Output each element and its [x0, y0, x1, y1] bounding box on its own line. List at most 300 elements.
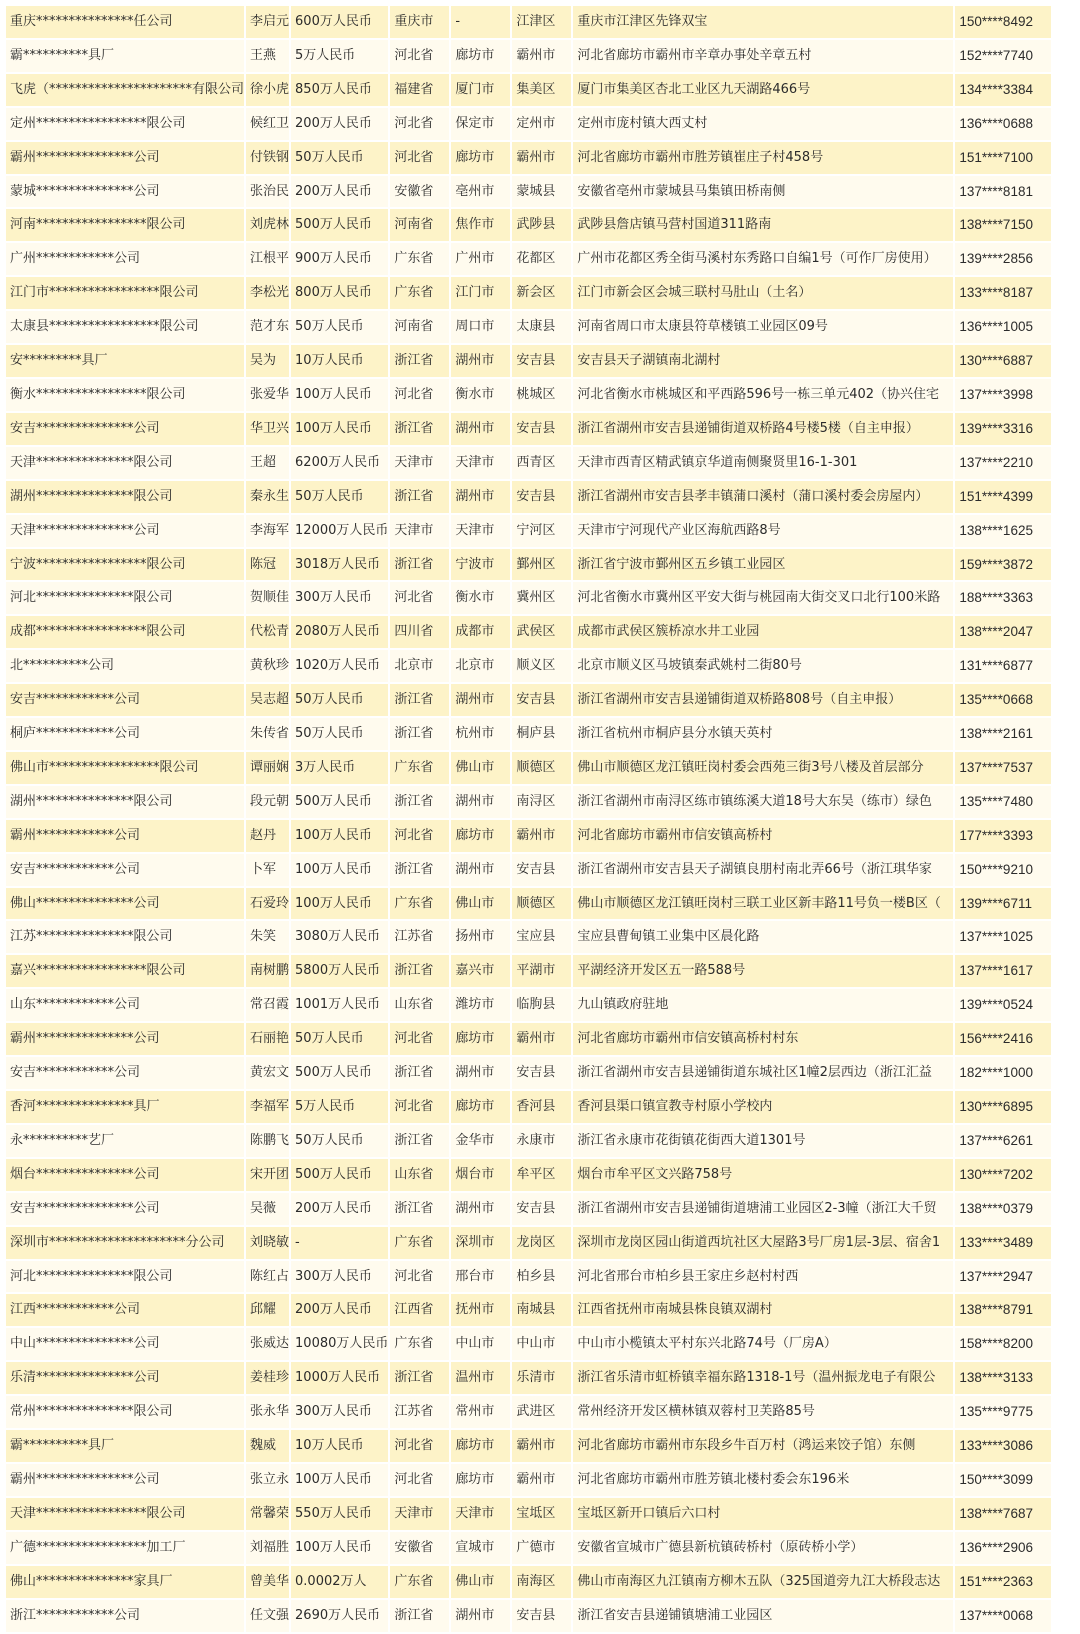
cell-district: 宝应县 — [512, 921, 571, 953]
cell-phone: 138****2161 — [955, 718, 1051, 750]
cell-legal-rep: 谭丽娴 — [246, 752, 289, 784]
cell-legal-rep: 陈鹏飞 — [246, 1125, 289, 1157]
cell-address: 浙江省杭州市桐庐县分水镇天英村 — [573, 718, 953, 750]
cell-address: 河北省衡水市桃城区和平西路596号一栋三单元402（协兴住宅 — [573, 379, 953, 411]
table-row — [6, 752, 1051, 784]
cell-capital: 100万人民币 — [291, 854, 388, 886]
cell-legal-rep: 刘虎林 — [246, 209, 289, 241]
cell-district: 花都区 — [512, 243, 571, 275]
table-row — [6, 650, 1051, 682]
cell-phone: 182****1000 — [955, 1057, 1051, 1089]
cell-province: 四川省 — [390, 616, 449, 648]
cell-phone: 159****3872 — [955, 549, 1051, 581]
cell-address: 河北省廊坊市霸州市胜芳镇崔庄子村458号 — [573, 142, 953, 174]
cell-company: 河北***************限公司 — [6, 582, 244, 614]
cell-city: 烟台市 — [451, 1159, 510, 1191]
cell-capital: 100万人民币 — [291, 379, 388, 411]
cell-company: 江西************公司 — [6, 1294, 244, 1326]
cell-company: 安吉************公司 — [6, 854, 244, 886]
cell-province: 浙江省 — [390, 1125, 449, 1157]
cell-legal-rep: 宋开团 — [246, 1159, 289, 1191]
cell-district: 宁河区 — [512, 515, 571, 547]
cell-company: 佛山市*****************限公司 — [6, 752, 244, 784]
cell-capital: 10080万人民币 — [291, 1328, 388, 1360]
table-row — [6, 413, 1051, 445]
cell-phone: 139****2856 — [955, 243, 1051, 275]
cell-capital: 200万人民币 — [291, 108, 388, 140]
cell-legal-rep: 张威达 — [246, 1328, 289, 1360]
cell-capital: - — [291, 1227, 388, 1259]
table-row — [6, 311, 1051, 343]
cell-capital: 3080万人民币 — [291, 921, 388, 953]
cell-province: 河北省 — [390, 379, 449, 411]
cell-phone: 138****3133 — [955, 1362, 1051, 1394]
table-row — [6, 1159, 1051, 1191]
cell-district: 香河县 — [512, 1091, 571, 1123]
cell-district: 鄞州区 — [512, 549, 571, 581]
cell-address: 天津市西青区精武镇京华道南侧聚贤里16-1-301 — [573, 447, 953, 479]
cell-city: 佛山市 — [451, 1566, 510, 1598]
cell-province: 河北省 — [390, 1023, 449, 1055]
cell-city: 北京市 — [451, 650, 510, 682]
cell-capital: 50万人民币 — [291, 142, 388, 174]
cell-capital: 550万人民币 — [291, 1498, 388, 1530]
cell-legal-rep: 王超 — [246, 447, 289, 479]
table-row — [6, 176, 1051, 208]
table-row — [6, 786, 1051, 818]
cell-capital: 100万人民币 — [291, 820, 388, 852]
cell-address: 北京市顺义区马坡镇秦武姚村二街80号 — [573, 650, 953, 682]
table-row — [6, 345, 1051, 377]
cell-city: 湖州市 — [451, 786, 510, 818]
cell-province: 河北省 — [390, 1464, 449, 1496]
cell-address: 九山镇政府驻地 — [573, 989, 953, 1021]
cell-address: 武陟县詹店镇马营村国道311路南 — [573, 209, 953, 241]
cell-phone: 138****7150 — [955, 209, 1051, 241]
cell-phone: 136****0688 — [955, 108, 1051, 140]
cell-legal-rep: 付铁钢 — [246, 142, 289, 174]
table-row — [6, 1464, 1051, 1496]
cell-phone: 151****4399 — [955, 481, 1051, 513]
cell-district: 柏乡县 — [512, 1261, 571, 1293]
cell-company: 重庆***************任公司 — [6, 6, 244, 38]
cell-district: 南城县 — [512, 1294, 571, 1326]
cell-province: 河北省 — [390, 108, 449, 140]
cell-company: 霸州***************公司 — [6, 142, 244, 174]
cell-phone: 138****0379 — [955, 1193, 1051, 1225]
cell-legal-rep: 张爱华 — [246, 379, 289, 411]
cell-city: 佛山市 — [451, 752, 510, 784]
cell-address: 天津市宁河现代产业区海航西路8号 — [573, 515, 953, 547]
cell-province: 河北省 — [390, 820, 449, 852]
cell-district: 桐庐县 — [512, 718, 571, 750]
table-row — [6, 582, 1051, 614]
cell-company: 常州***************限公司 — [6, 1396, 244, 1428]
cell-phone: 137****0068 — [955, 1600, 1051, 1632]
cell-capital: 12000万人民币 — [291, 515, 388, 547]
cell-address: 定州市庞村镇大西丈村 — [573, 108, 953, 140]
cell-capital: 300万人民币 — [291, 582, 388, 614]
cell-province: 山东省 — [390, 989, 449, 1021]
cell-province: 浙江省 — [390, 955, 449, 987]
cell-company: 安*********具厂 — [6, 345, 244, 377]
cell-province: 江苏省 — [390, 1396, 449, 1428]
table-row — [6, 718, 1051, 750]
cell-district: 霸州市 — [512, 820, 571, 852]
table-row — [6, 684, 1051, 716]
cell-district: 安吉县 — [512, 481, 571, 513]
cell-legal-rep: 刘晓敏 — [246, 1227, 289, 1259]
cell-address: 平湖经济开发区五一路588号 — [573, 955, 953, 987]
cell-legal-rep: 秦永生 — [246, 481, 289, 513]
cell-phone: 139****6711 — [955, 888, 1051, 920]
cell-district: 乐清市 — [512, 1362, 571, 1394]
cell-province: 广东省 — [390, 888, 449, 920]
cell-capital: 50万人民币 — [291, 1023, 388, 1055]
cell-phone: 130****6887 — [955, 345, 1051, 377]
table-row — [6, 1057, 1051, 1089]
cell-legal-rep: 赵丹 — [246, 820, 289, 852]
cell-phone: 139****0524 — [955, 989, 1051, 1021]
cell-province: 浙江省 — [390, 549, 449, 581]
cell-company: 乐清***************公司 — [6, 1362, 244, 1394]
cell-capital: 50万人民币 — [291, 718, 388, 750]
cell-city: 湖州市 — [451, 481, 510, 513]
cell-legal-rep: 江根平 — [246, 243, 289, 275]
cell-district: 武侯区 — [512, 616, 571, 648]
table-row — [6, 1532, 1051, 1564]
cell-capital: 500万人民币 — [291, 1057, 388, 1089]
table-row — [6, 616, 1051, 648]
cell-city: 温州市 — [451, 1362, 510, 1394]
cell-district: 南海区 — [512, 1566, 571, 1598]
cell-company: 安吉***************公司 — [6, 1193, 244, 1225]
cell-district: 广德市 — [512, 1532, 571, 1564]
cell-district: 永康市 — [512, 1125, 571, 1157]
cell-city: 佛山市 — [451, 888, 510, 920]
cell-province: 河北省 — [390, 1091, 449, 1123]
cell-company: 浙江************公司 — [6, 1600, 244, 1632]
table-row — [6, 1396, 1051, 1428]
cell-capital: 50万人民币 — [291, 311, 388, 343]
cell-address: 河南省周口市太康县符草楼镇工业园区09号 — [573, 311, 953, 343]
cell-province: 广东省 — [390, 752, 449, 784]
cell-company: 天津*****************限公司 — [6, 1498, 244, 1530]
cell-legal-rep: 陈红占 — [246, 1261, 289, 1293]
cell-company: 霸**********具厂 — [6, 1430, 244, 1462]
cell-capital: 50万人民币 — [291, 1125, 388, 1157]
cell-district: 龙岗区 — [512, 1227, 571, 1259]
cell-capital: 0.0002万人 — [291, 1566, 388, 1598]
cell-phone: 135****0668 — [955, 684, 1051, 716]
table-row — [6, 515, 1051, 547]
cell-company: 天津***************公司 — [6, 515, 244, 547]
cell-address: 浙江省湖州市安吉县天子湖镇良朋村南北弄66号（浙江琪华家 — [573, 854, 953, 886]
cell-city: - — [451, 6, 510, 38]
cell-city: 湖州市 — [451, 1193, 510, 1225]
cell-legal-rep: 黄秋珍 — [246, 650, 289, 682]
cell-legal-rep: 邱耀 — [246, 1294, 289, 1326]
cell-phone: 134****3384 — [955, 74, 1051, 106]
cell-company: 河北***************限公司 — [6, 1261, 244, 1293]
cell-legal-rep: 李松光 — [246, 277, 289, 309]
cell-province: 河南省 — [390, 209, 449, 241]
cell-province: 福建省 — [390, 74, 449, 106]
cell-phone: 133****3086 — [955, 1430, 1051, 1462]
cell-district: 桃城区 — [512, 379, 571, 411]
cell-company: 霸州***************公司 — [6, 1023, 244, 1055]
cell-city: 衡水市 — [451, 379, 510, 411]
cell-legal-rep: 姜桂珍 — [246, 1362, 289, 1394]
table-row — [6, 108, 1051, 140]
cell-company: 烟台***************公司 — [6, 1159, 244, 1191]
cell-capital: 10万人民币 — [291, 345, 388, 377]
cell-legal-rep: 常召霞 — [246, 989, 289, 1021]
cell-capital: 50万人民币 — [291, 684, 388, 716]
cell-address: 烟台市牟平区文兴路758号 — [573, 1159, 953, 1191]
cell-address: 安徽省亳州市蒙城县马集镇田桥南侧 — [573, 176, 953, 208]
cell-capital: 500万人民币 — [291, 209, 388, 241]
cell-address: 常州经济开发区横林镇双蓉村卫芙路85号 — [573, 1396, 953, 1428]
cell-district: 太康县 — [512, 311, 571, 343]
cell-address: 浙江省湖州市南浔区练市镇练溪大道18号大东吴（练市）绿色 — [573, 786, 953, 818]
cell-company: 宁波*****************限公司 — [6, 549, 244, 581]
cell-capital: 300万人民币 — [291, 1261, 388, 1293]
cell-address: 深圳市龙岗区园山街道西坑社区大屋路3号厂房1层-3层、宿舍1 — [573, 1227, 953, 1259]
table-row — [6, 1328, 1051, 1360]
cell-city: 宁波市 — [451, 549, 510, 581]
cell-city: 常州市 — [451, 1396, 510, 1428]
cell-phone: 158****8200 — [955, 1328, 1051, 1360]
cell-capital: 5万人民币 — [291, 40, 388, 72]
cell-company: 成都*****************限公司 — [6, 616, 244, 648]
cell-city: 周口市 — [451, 311, 510, 343]
table-row — [6, 1566, 1051, 1598]
cell-capital: 100万人民币 — [291, 1532, 388, 1564]
cell-city: 邢台市 — [451, 1261, 510, 1293]
cell-phone: 136****2906 — [955, 1532, 1051, 1564]
cell-city: 衡水市 — [451, 582, 510, 614]
cell-district: 顺义区 — [512, 650, 571, 682]
cell-phone: 150****8492 — [955, 6, 1051, 38]
cell-capital: 5800万人民币 — [291, 955, 388, 987]
cell-phone: 133****8187 — [955, 277, 1051, 309]
table-row — [6, 243, 1051, 275]
company-table — [4, 4, 1053, 1634]
cell-district: 安吉县 — [512, 854, 571, 886]
cell-province: 浙江省 — [390, 684, 449, 716]
cell-company: 河南*****************限公司 — [6, 209, 244, 241]
cell-district: 安吉县 — [512, 345, 571, 377]
cell-province: 浙江省 — [390, 481, 449, 513]
cell-address: 江西省抚州市南城县株良镇双湖村 — [573, 1294, 953, 1326]
table-row — [6, 1498, 1051, 1530]
cell-legal-rep: 王燕 — [246, 40, 289, 72]
cell-company: 衡水*****************限公司 — [6, 379, 244, 411]
cell-province: 河北省 — [390, 1430, 449, 1462]
cell-phone: 152****7740 — [955, 40, 1051, 72]
cell-phone: 150****3099 — [955, 1464, 1051, 1496]
cell-district: 霸州市 — [512, 40, 571, 72]
cell-phone: 137****2947 — [955, 1261, 1051, 1293]
cell-company: 湖州***************限公司 — [6, 481, 244, 513]
table-row — [6, 40, 1051, 72]
cell-district: 冀州区 — [512, 582, 571, 614]
cell-phone: 138****2047 — [955, 616, 1051, 648]
cell-address: 浙江省宁波市鄞州区五乡镇工业园区 — [573, 549, 953, 581]
cell-address: 安徽省宣城市广德县新杭镇砖桥村（原砖桥小学） — [573, 1532, 953, 1564]
cell-address: 浙江省乐清市虹桥镇幸福东路1318-1号（温州振龙电子有限公 — [573, 1362, 953, 1394]
cell-district: 中山市 — [512, 1328, 571, 1360]
cell-city: 焦作市 — [451, 209, 510, 241]
cell-capital: 1001万人民币 — [291, 989, 388, 1021]
cell-company: 桐庐************公司 — [6, 718, 244, 750]
cell-legal-rep: 吴志超 — [246, 684, 289, 716]
cell-city: 抚州市 — [451, 1294, 510, 1326]
cell-phone: 137****1617 — [955, 955, 1051, 987]
cell-district: 新会区 — [512, 277, 571, 309]
cell-company: 霸州***************公司 — [6, 1464, 244, 1496]
cell-address: 河北省廊坊市霸州市胜芳镇北楼村委会东196米 — [573, 1464, 953, 1496]
cell-city: 廊坊市 — [451, 142, 510, 174]
cell-province: 浙江省 — [390, 854, 449, 886]
table-row — [6, 277, 1051, 309]
cell-company: 霸**********具厂 — [6, 40, 244, 72]
cell-phone: 156****2416 — [955, 1023, 1051, 1055]
cell-address: 成都市武侯区簇桥凉水井工业园 — [573, 616, 953, 648]
cell-city: 湖州市 — [451, 413, 510, 445]
cell-capital: 3018万人民币 — [291, 549, 388, 581]
cell-legal-rep: 南树鹏 — [246, 955, 289, 987]
table-row — [6, 6, 1051, 38]
cell-capital: 800万人民币 — [291, 277, 388, 309]
cell-city: 深圳市 — [451, 1227, 510, 1259]
table-row — [6, 74, 1051, 106]
table-row — [6, 1261, 1051, 1293]
cell-phone: 135****9775 — [955, 1396, 1051, 1428]
table-row — [6, 549, 1051, 581]
cell-province: 河北省 — [390, 142, 449, 174]
table-row — [6, 447, 1051, 479]
cell-city: 廊坊市 — [451, 1464, 510, 1496]
cell-address: 河北省廊坊市霸州市信安镇高桥村村东 — [573, 1023, 953, 1055]
cell-address: 浙江省湖州市安吉县递铺街道东城社区1幢2层西边（浙江汇益 — [573, 1057, 953, 1089]
cell-district: 霸州市 — [512, 142, 571, 174]
cell-phone: 130****6895 — [955, 1091, 1051, 1123]
cell-province: 广东省 — [390, 277, 449, 309]
cell-city: 天津市 — [451, 515, 510, 547]
cell-company: 佛山***************家具厂 — [6, 1566, 244, 1598]
cell-legal-rep: 李海军 — [246, 515, 289, 547]
cell-city: 亳州市 — [451, 176, 510, 208]
cell-capital: 1020万人民币 — [291, 650, 388, 682]
table-row — [6, 888, 1051, 920]
cell-city: 扬州市 — [451, 921, 510, 953]
cell-city: 江门市 — [451, 277, 510, 309]
table-row — [6, 1227, 1051, 1259]
cell-district: 集美区 — [512, 74, 571, 106]
table-row — [6, 1125, 1051, 1157]
cell-phone: 133****3489 — [955, 1227, 1051, 1259]
cell-company: 蒙城***************公司 — [6, 176, 244, 208]
cell-phone: 188****3363 — [955, 582, 1051, 614]
cell-phone: 131****6877 — [955, 650, 1051, 682]
cell-address: 宝应县曹甸镇工业集中区晨化路 — [573, 921, 953, 953]
cell-company: 江门市*****************限公司 — [6, 277, 244, 309]
cell-capital: 5万人民币 — [291, 1091, 388, 1123]
cell-capital: 6200万人民币 — [291, 447, 388, 479]
cell-phone: 138****8791 — [955, 1294, 1051, 1326]
table-row — [6, 1091, 1051, 1123]
cell-legal-rep: 卜军 — [246, 854, 289, 886]
cell-province: 浙江省 — [390, 1600, 449, 1632]
cell-company: 永**********艺厂 — [6, 1125, 244, 1157]
cell-city: 湖州市 — [451, 684, 510, 716]
cell-legal-rep: 朱笑 — [246, 921, 289, 953]
cell-city: 廊坊市 — [451, 1091, 510, 1123]
cell-address: 重庆市江津区先锋双宝 — [573, 6, 953, 38]
cell-phone: 130****7202 — [955, 1159, 1051, 1191]
cell-legal-rep: 吴薇 — [246, 1193, 289, 1225]
cell-capital: 1000万人民币 — [291, 1362, 388, 1394]
cell-phone: 136****1005 — [955, 311, 1051, 343]
table-row — [6, 379, 1051, 411]
cell-company: 安吉************公司 — [6, 1057, 244, 1089]
cell-legal-rep: 张治民 — [246, 176, 289, 208]
cell-company: 中山***************公司 — [6, 1328, 244, 1360]
cell-province: 江西省 — [390, 1294, 449, 1326]
cell-district: 西青区 — [512, 447, 571, 479]
table-row — [6, 142, 1051, 174]
cell-city: 金华市 — [451, 1125, 510, 1157]
cell-city: 湖州市 — [451, 854, 510, 886]
cell-legal-rep: 黄宏文 — [246, 1057, 289, 1089]
cell-district: 安吉县 — [512, 1057, 571, 1089]
cell-province: 浙江省 — [390, 1362, 449, 1394]
table-row — [6, 820, 1051, 852]
cell-legal-rep: 石爱玲 — [246, 888, 289, 920]
cell-province: 河北省 — [390, 1261, 449, 1293]
cell-address: 河北省衡水市冀州区平安大街与桃园南大街交叉口北行100米路 — [573, 582, 953, 614]
cell-legal-rep: 陈冠 — [246, 549, 289, 581]
cell-district: 武陟县 — [512, 209, 571, 241]
cell-province: 山东省 — [390, 1159, 449, 1191]
cell-phone: 151****2363 — [955, 1566, 1051, 1598]
cell-district: 安吉县 — [512, 1600, 571, 1632]
cell-address: 河北省廊坊市霸州市东段乡牛百万村（鸿运来饺子馆）东侧 — [573, 1430, 953, 1462]
cell-province: 天津市 — [390, 447, 449, 479]
cell-phone: 137****7537 — [955, 752, 1051, 784]
cell-company: 安吉************公司 — [6, 684, 244, 716]
cell-legal-rep: 李福军 — [246, 1091, 289, 1123]
cell-district: 顺德区 — [512, 752, 571, 784]
cell-province: 安徽省 — [390, 176, 449, 208]
cell-legal-rep: 候红卫 — [246, 108, 289, 140]
cell-address: 佛山市顺德区龙江镇旺岗村三联工业区新丰路11号负一楼B区（ — [573, 888, 953, 920]
cell-phone: 138****1625 — [955, 515, 1051, 547]
cell-capital: 850万人民币 — [291, 74, 388, 106]
cell-district: 武进区 — [512, 1396, 571, 1428]
cell-phone: 139****3316 — [955, 413, 1051, 445]
cell-district: 安吉县 — [512, 684, 571, 716]
cell-city: 厦门市 — [451, 74, 510, 106]
cell-capital: 2080万人民币 — [291, 616, 388, 648]
cell-capital: 100万人民币 — [291, 413, 388, 445]
cell-capital: 2690万人民币 — [291, 1600, 388, 1632]
cell-city: 天津市 — [451, 1498, 510, 1530]
cell-capital: 3万人民币 — [291, 752, 388, 784]
cell-legal-rep: 范才东 — [246, 311, 289, 343]
